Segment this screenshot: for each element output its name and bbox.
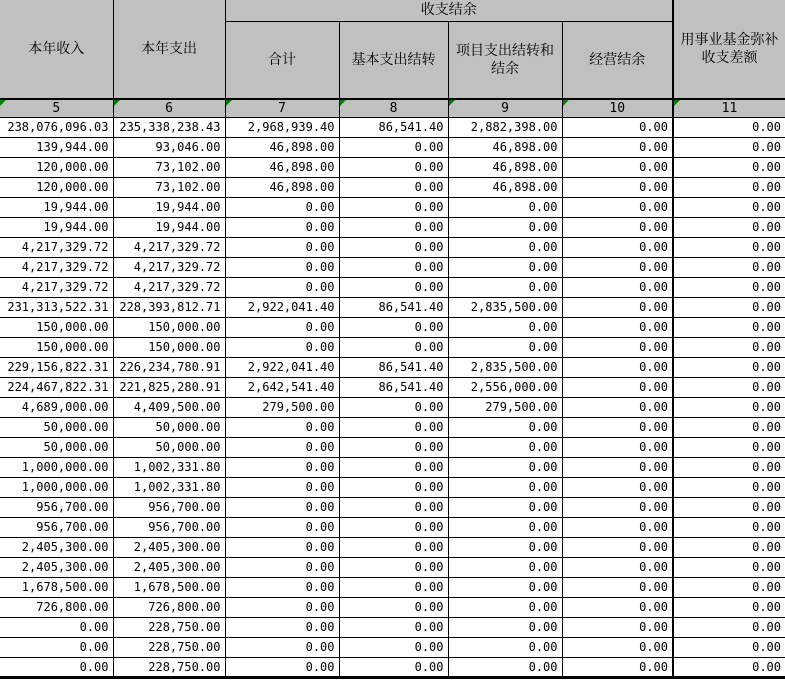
table-row [0, 377, 785, 397]
data-cell[interactable]: 0.00 [339, 157, 448, 177]
data-cell[interactable]: 0.00 [562, 537, 673, 557]
data-cell[interactable]: 0.00 [562, 477, 673, 497]
data-cell[interactable]: 0.00 [225, 577, 339, 597]
data-cell[interactable]: 0.00 [673, 237, 785, 257]
data-cell[interactable]: 73,102.00 [113, 177, 225, 197]
data-cell[interactable]: 726,800.00 [0, 597, 113, 617]
error-check-triangle-icon [114, 100, 120, 106]
data-cell[interactable]: 228,750.00 [113, 657, 225, 677]
data-cell[interactable]: 0.00 [225, 457, 339, 477]
data-cell[interactable]: 0.00 [448, 477, 562, 497]
data-cell[interactable]: 0.00 [225, 197, 339, 217]
data-cell[interactable]: 0.00 [562, 437, 673, 457]
data-cell[interactable]: 0.00 [225, 257, 339, 277]
error-check-triangle-icon [674, 100, 680, 106]
data-cell[interactable]: 0.00 [673, 257, 785, 277]
data-cell[interactable]: 2,922,041.40 [225, 357, 339, 377]
data-cell[interactable]: 0.00 [339, 237, 448, 257]
table-row [0, 497, 785, 517]
data-cell[interactable]: 93,046.00 [113, 137, 225, 157]
data-cell[interactable]: 0.00 [225, 557, 339, 577]
data-cell[interactable]: 4,217,329.72 [113, 277, 225, 297]
data-cell[interactable]: 150,000.00 [113, 337, 225, 357]
data-cell[interactable]: 0.00 [562, 457, 673, 477]
data-cell[interactable]: 0.00 [339, 337, 448, 357]
header-group-row [0, 0, 785, 21]
table-row [0, 457, 785, 477]
data-cell[interactable]: 0.00 [339, 457, 448, 477]
data-cell[interactable]: 0.00 [0, 637, 113, 657]
column-number-row [0, 99, 785, 117]
data-cell[interactable]: 0.00 [562, 557, 673, 577]
data-cell[interactable]: 86,541.40 [339, 377, 448, 397]
data-cell[interactable]: 0.00 [673, 337, 785, 357]
data-cell[interactable]: 46,898.00 [225, 157, 339, 177]
data-cell[interactable]: 0.00 [562, 137, 673, 157]
data-cell[interactable]: 2,405,300.00 [113, 557, 225, 577]
data-cell[interactable]: 0.00 [562, 117, 673, 137]
table-row [0, 577, 785, 597]
data-cell[interactable]: 0.00 [562, 377, 673, 397]
data-cell[interactable]: 4,217,329.72 [113, 237, 225, 257]
data-cell[interactable]: 0.00 [673, 637, 785, 657]
data-cell[interactable]: 0.00 [339, 617, 448, 637]
data-cell[interactable]: 2,968,939.40 [225, 117, 339, 137]
data-cell[interactable]: 0.00 [448, 237, 562, 257]
table-row [0, 557, 785, 577]
data-cell[interactable]: 46,898.00 [448, 157, 562, 177]
data-cell[interactable]: 726,800.00 [113, 597, 225, 617]
data-cell[interactable]: 0.00 [562, 417, 673, 437]
data-cell[interactable]: 2,405,300.00 [0, 537, 113, 557]
column-number-cell[interactable]: 10 [562, 99, 673, 117]
table-row [0, 437, 785, 457]
data-cell[interactable]: 0.00 [673, 537, 785, 557]
data-cell[interactable]: 0.00 [562, 517, 673, 537]
header-cell-basic-expenditure-carryover[interactable]: 基本支出结转 [339, 21, 448, 99]
data-cell[interactable]: 0.00 [339, 277, 448, 297]
table-row [0, 237, 785, 257]
header-cell-current-year-expenditure[interactable]: 本年支出 [113, 0, 225, 99]
data-cell[interactable]: 0.00 [673, 277, 785, 297]
data-cell[interactable]: 0.00 [339, 217, 448, 237]
data-cell[interactable]: 235,338,238.43 [113, 117, 225, 137]
column-number-cell[interactable]: 7 [225, 99, 339, 117]
data-cell[interactable]: 2,922,041.40 [225, 297, 339, 317]
data-cell[interactable]: 0.00 [225, 597, 339, 617]
table-row [0, 257, 785, 277]
data-cell[interactable]: 0.00 [673, 517, 785, 537]
data-cell[interactable]: 0.00 [225, 437, 339, 457]
data-cell[interactable]: 4,217,329.72 [0, 237, 113, 257]
data-cell[interactable]: 86,541.40 [339, 117, 448, 137]
data-cell[interactable]: 4,217,329.72 [113, 257, 225, 277]
data-cell[interactable]: 956,700.00 [0, 497, 113, 517]
data-cell[interactable]: 229,156,822.31 [0, 357, 113, 377]
data-cell[interactable]: 0.00 [562, 657, 673, 677]
table-row [0, 397, 785, 417]
data-cell[interactable]: 0.00 [562, 157, 673, 177]
data-cell[interactable]: 0.00 [562, 217, 673, 237]
data-cell[interactable]: 1,000,000.00 [0, 477, 113, 497]
table-row [0, 217, 785, 237]
data-cell[interactable]: 50,000.00 [0, 417, 113, 437]
data-cell[interactable]: 0.00 [339, 417, 448, 437]
data-cell[interactable]: 0.00 [339, 477, 448, 497]
data-cell[interactable]: 0.00 [225, 237, 339, 257]
table-row [0, 517, 785, 537]
data-cell[interactable]: 0.00 [225, 617, 339, 637]
table-row [0, 277, 785, 297]
data-cell[interactable]: 46,898.00 [225, 137, 339, 157]
data-cell[interactable]: 0.00 [339, 397, 448, 417]
data-cell[interactable]: 0.00 [562, 577, 673, 597]
data-cell[interactable]: 0.00 [225, 517, 339, 537]
data-cell[interactable]: 0.00 [448, 557, 562, 577]
header-cell-operating-balance[interactable]: 经营结余 [562, 21, 673, 99]
data-cell[interactable]: 0.00 [0, 617, 113, 637]
data-cell[interactable]: 0.00 [448, 437, 562, 457]
data-cell[interactable]: 0.00 [448, 597, 562, 617]
data-cell[interactable]: 0.00 [225, 477, 339, 497]
table-row [0, 337, 785, 357]
table-row [0, 537, 785, 557]
data-cell[interactable]: 0.00 [225, 657, 339, 677]
data-cell[interactable]: 221,825,280.91 [113, 377, 225, 397]
data-cell[interactable]: 0.00 [673, 477, 785, 497]
data-cell[interactable]: 0.00 [339, 257, 448, 277]
data-cell[interactable]: 0.00 [673, 217, 785, 237]
data-cell[interactable]: 46,898.00 [225, 177, 339, 197]
data-cell[interactable]: 0.00 [225, 417, 339, 437]
data-cell[interactable]: 0.00 [673, 117, 785, 137]
data-cell[interactable]: 0.00 [562, 257, 673, 277]
data-cell[interactable]: 279,500.00 [448, 397, 562, 417]
data-cell[interactable]: 0.00 [448, 277, 562, 297]
data-cell[interactable]: 956,700.00 [0, 517, 113, 537]
table-row [0, 657, 785, 677]
data-cell[interactable]: 150,000.00 [113, 317, 225, 337]
data-cell[interactable]: 19,944.00 [0, 197, 113, 217]
data-cell[interactable]: 0.00 [562, 177, 673, 197]
data-cell[interactable]: 0.00 [673, 357, 785, 377]
data-cell[interactable]: 2,835,500.00 [448, 297, 562, 317]
data-cell[interactable]: 0.00 [673, 417, 785, 437]
header-cell-fund-offset[interactable]: 用事业基金弥补收支差额 [673, 0, 785, 99]
data-cell[interactable]: 0.00 [339, 137, 448, 157]
table-row [0, 617, 785, 637]
data-cell[interactable]: 0.00 [448, 537, 562, 557]
data-cell[interactable]: 0.00 [339, 497, 448, 517]
data-cell[interactable]: 50,000.00 [0, 437, 113, 457]
table-row [0, 157, 785, 177]
data-cell[interactable]: 956,700.00 [113, 497, 225, 517]
header-cell-total[interactable]: 合计 [225, 21, 339, 99]
data-cell[interactable]: 228,393,812.71 [113, 297, 225, 317]
data-cell[interactable]: 73,102.00 [113, 157, 225, 177]
data-cell[interactable]: 0.00 [225, 637, 339, 657]
data-cell[interactable]: 46,898.00 [448, 137, 562, 157]
error-check-triangle-icon [226, 100, 232, 106]
data-cell[interactable]: 0.00 [448, 257, 562, 277]
data-cell[interactable]: 0.00 [673, 377, 785, 397]
data-cell[interactable]: 226,234,780.91 [113, 357, 225, 377]
data-cell[interactable]: 50,000.00 [113, 417, 225, 437]
table-row [0, 417, 785, 437]
table-body [0, 117, 785, 677]
table-row [0, 197, 785, 217]
data-cell[interactable]: 0.00 [225, 497, 339, 517]
data-cell[interactable]: 0.00 [673, 397, 785, 417]
data-cell[interactable]: 1,002,331.80 [113, 457, 225, 477]
data-cell[interactable]: 0.00 [448, 617, 562, 637]
data-cell[interactable]: 0.00 [673, 297, 785, 317]
table-row [0, 297, 785, 317]
data-cell[interactable]: 0.00 [673, 437, 785, 457]
data-cell[interactable]: 231,313,522.31 [0, 297, 113, 317]
data-cell[interactable]: 2,556,000.00 [448, 377, 562, 397]
table-row [0, 477, 785, 497]
data-cell[interactable]: 0.00 [339, 437, 448, 457]
data-cell[interactable]: 0.00 [448, 317, 562, 337]
data-cell[interactable]: 0.00 [562, 337, 673, 357]
table-row [0, 317, 785, 337]
data-cell[interactable]: 1,678,500.00 [113, 577, 225, 597]
data-cell[interactable]: 2,835,500.00 [448, 357, 562, 377]
data-cell[interactable]: 0.00 [673, 617, 785, 637]
data-cell[interactable]: 0.00 [339, 517, 448, 537]
data-cell[interactable]: 956,700.00 [113, 517, 225, 537]
data-cell[interactable]: 50,000.00 [113, 437, 225, 457]
data-cell[interactable]: 0.00 [673, 317, 785, 337]
data-cell[interactable]: 0.00 [673, 157, 785, 177]
data-cell[interactable]: 0.00 [673, 137, 785, 157]
data-cell[interactable]: 0.00 [339, 657, 448, 677]
data-cell[interactable]: 120,000.00 [0, 177, 113, 197]
data-cell[interactable]: 2,642,541.40 [225, 377, 339, 397]
data-cell[interactable]: 238,076,096.03 [0, 117, 113, 137]
data-cell[interactable]: 4,217,329.72 [0, 257, 113, 277]
data-cell[interactable]: 1,678,500.00 [0, 577, 113, 597]
data-cell[interactable]: 1,000,000.00 [0, 457, 113, 477]
data-cell[interactable]: 0.00 [562, 497, 673, 517]
column-number-cell[interactable]: 8 [339, 99, 448, 117]
data-cell[interactable]: 0.00 [339, 197, 448, 217]
data-cell[interactable]: 2,882,398.00 [448, 117, 562, 137]
data-cell[interactable]: 0.00 [448, 417, 562, 437]
data-cell[interactable]: 0.00 [448, 457, 562, 477]
data-cell[interactable]: 150,000.00 [0, 337, 113, 357]
table-row [0, 597, 785, 617]
data-cell[interactable]: 228,750.00 [113, 617, 225, 637]
error-check-triangle-icon [449, 100, 455, 106]
data-cell[interactable]: 0.00 [673, 177, 785, 197]
data-cell[interactable]: 0.00 [562, 397, 673, 417]
header-cell-current-year-income[interactable]: 本年收入 [0, 0, 113, 99]
data-cell[interactable]: 0.00 [225, 277, 339, 297]
data-cell[interactable]: 0.00 [225, 317, 339, 337]
data-cell[interactable]: 0.00 [562, 617, 673, 637]
data-cell[interactable]: 0.00 [448, 497, 562, 517]
table-row [0, 117, 785, 137]
data-cell[interactable]: 0.00 [562, 597, 673, 617]
data-cell[interactable]: 120,000.00 [0, 157, 113, 177]
data-cell[interactable]: 0.00 [448, 657, 562, 677]
data-cell[interactable]: 150,000.00 [0, 317, 113, 337]
data-cell[interactable]: 0.00 [562, 277, 673, 297]
data-cell[interactable]: 0.00 [673, 497, 785, 517]
data-cell[interactable]: 4,689,000.00 [0, 397, 113, 417]
data-cell[interactable]: 0.00 [673, 457, 785, 477]
data-cell[interactable]: 0.00 [562, 357, 673, 377]
data-cell[interactable]: 139,944.00 [0, 137, 113, 157]
data-cell[interactable]: 0.00 [673, 577, 785, 597]
error-check-triangle-icon [563, 100, 569, 106]
table-row [0, 137, 785, 157]
data-cell[interactable]: 0.00 [225, 337, 339, 357]
data-cell[interactable]: 86,541.40 [339, 297, 448, 317]
data-cell[interactable]: 224,467,822.31 [0, 377, 113, 397]
data-cell[interactable]: 0.00 [448, 637, 562, 657]
data-cell[interactable]: 0.00 [562, 237, 673, 257]
data-cell[interactable]: 0.00 [448, 577, 562, 597]
data-cell[interactable]: 4,217,329.72 [0, 277, 113, 297]
data-cell[interactable]: 0.00 [339, 317, 448, 337]
data-cell[interactable]: 0.00 [673, 597, 785, 617]
data-cell[interactable]: 19,944.00 [113, 217, 225, 237]
data-cell[interactable]: 0.00 [562, 317, 673, 337]
data-cell[interactable]: 0.00 [448, 217, 562, 237]
data-cell[interactable]: 0.00 [225, 537, 339, 557]
data-cell[interactable]: 0.00 [225, 217, 339, 237]
data-cell[interactable]: 0.00 [339, 537, 448, 557]
column-number-cell[interactable]: 6 [113, 99, 225, 117]
data-cell[interactable]: 0.00 [339, 177, 448, 197]
header-cell-project-expenditure-carryover[interactable]: 项目支出结转和结余 [448, 21, 562, 99]
data-cell[interactable]: 46,898.00 [448, 177, 562, 197]
data-cell[interactable]: 0.00 [673, 197, 785, 217]
data-cell[interactable]: 0.00 [448, 197, 562, 217]
data-cell[interactable]: 19,944.00 [0, 217, 113, 237]
table-row [0, 637, 785, 657]
table-row [0, 357, 785, 377]
data-cell[interactable]: 0.00 [339, 557, 448, 577]
data-cell[interactable]: 1,002,331.80 [113, 477, 225, 497]
data-cell[interactable]: 0.00 [562, 297, 673, 317]
data-cell[interactable]: 2,405,300.00 [0, 557, 113, 577]
data-cell[interactable]: 0.00 [673, 557, 785, 577]
column-number-cell[interactable]: 5 [0, 99, 113, 117]
data-cell[interactable]: 228,750.00 [113, 637, 225, 657]
table-row [0, 177, 785, 197]
column-number-cell[interactable]: 11 [673, 99, 785, 117]
data-cell[interactable]: 0.00 [562, 197, 673, 217]
data-cell[interactable]: 0.00 [0, 657, 113, 677]
data-cell[interactable]: 0.00 [673, 657, 785, 677]
error-check-triangle-icon [340, 100, 346, 106]
data-cell[interactable]: 0.00 [339, 637, 448, 657]
column-number-cell[interactable]: 9 [448, 99, 562, 117]
data-cell[interactable]: 4,409,500.00 [113, 397, 225, 417]
data-cell[interactable]: 0.00 [448, 517, 562, 537]
data-cell[interactable]: 0.00 [562, 637, 673, 657]
data-cell[interactable]: 0.00 [339, 577, 448, 597]
data-cell[interactable]: 0.00 [448, 337, 562, 357]
header-cell-balance-group[interactable]: 收支结余 [225, 0, 673, 21]
error-check-triangle-icon [0, 100, 6, 106]
data-cell[interactable]: 2,405,300.00 [113, 537, 225, 557]
data-cell[interactable]: 0.00 [339, 597, 448, 617]
data-cell[interactable]: 19,944.00 [113, 197, 225, 217]
data-cell[interactable]: 279,500.00 [225, 397, 339, 417]
data-cell[interactable]: 86,541.40 [339, 357, 448, 377]
